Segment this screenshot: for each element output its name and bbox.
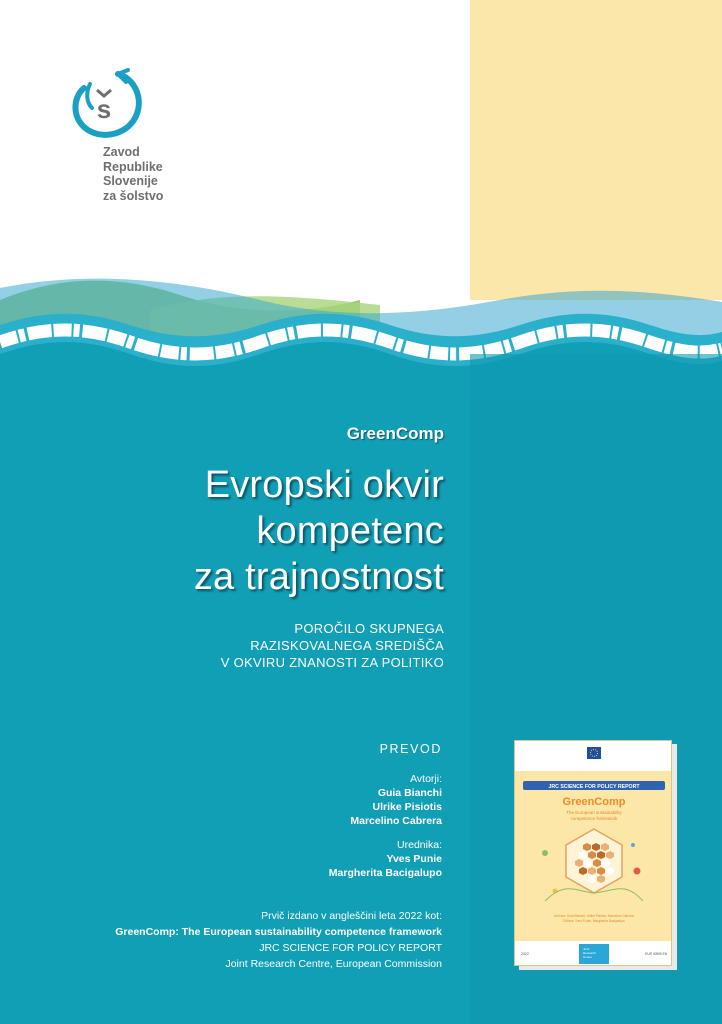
zrss-spiral-s-logo-icon (66, 68, 146, 140)
logo-line: Slovenije (103, 174, 158, 188)
publication-info (115, 908, 442, 972)
author-name: Ulrike Pisiotis (372, 801, 442, 813)
title-line: Evropski okvir (204, 464, 444, 506)
publication-intro: Prvič izdano v angleščini leta 2022 kot: (261, 910, 442, 922)
editor-name: Yves Punie (386, 853, 442, 865)
original-cover-title: GreenComp (562, 796, 626, 808)
original-cover-art (515, 741, 672, 966)
translation-label: PREVOD (379, 742, 442, 756)
report-type: JRC SCIENCE FOR POLICY REPORT (259, 942, 442, 954)
original-cover-thumbnail (514, 740, 672, 966)
logo-line: Republike (103, 159, 163, 174)
jrc-label-line: Research (583, 951, 596, 955)
original-cover-report-number: EUR 30955 EN (645, 952, 667, 956)
subtitle-line: RAZISKOVALNEGA SREDIŠČA (250, 638, 444, 653)
jrc-label-line: Centre (583, 955, 593, 959)
logo-wordmark (103, 145, 163, 203)
wave-decoration (0, 270, 722, 400)
editors-label: Urednika: (397, 839, 442, 851)
title-line: kompetenc (256, 510, 444, 552)
editor-name: Margherita Bacigalupo (328, 867, 442, 879)
logo-line: za šolstvo (103, 188, 164, 203)
jrc-label-line: Joint (583, 947, 590, 951)
publisher: Joint Research Centre, European Commission (225, 958, 442, 970)
authors-label: Avtorji: (410, 773, 442, 785)
top-sand-area (470, 0, 722, 300)
author-name: Marcelino Cabrera (350, 815, 442, 827)
credits-block (329, 772, 442, 880)
logo-line: Zavod (103, 145, 140, 159)
original-cover-subtitle-line: competence framework (570, 816, 618, 821)
author-name: Guia Bianchi (377, 787, 442, 799)
original-cover-editors: Editors: Yves Punie, Margherita Bacigalupo (563, 919, 625, 923)
report-subtitle (221, 620, 444, 671)
original-cover-banner: JRC SCIENCE FOR POLICY REPORT (548, 784, 640, 790)
original-cover-year: 2022 (521, 952, 529, 956)
svg-text:s: s (96, 94, 112, 124)
subtitle-line: V OKVIRU ZNANOSTI ZA POLITIKO (220, 655, 444, 670)
original-title: GreenComp: The European sustainability competence framework (115, 926, 442, 938)
original-cover-subtitle-line: The European sustainability (566, 810, 622, 815)
series-name: GreenComp (346, 424, 444, 443)
page-title (194, 462, 444, 600)
title-line: za trajnostnost (193, 556, 444, 598)
eu-flag-icon (587, 747, 601, 759)
original-cover-authors: Authors: Guia Bianchi, Ulrike Pisiotis, Marcelino Cabrera (554, 914, 634, 918)
subtitle-line: POROČILO SKUPNEGA (294, 621, 444, 636)
top-white-area (0, 0, 470, 300)
